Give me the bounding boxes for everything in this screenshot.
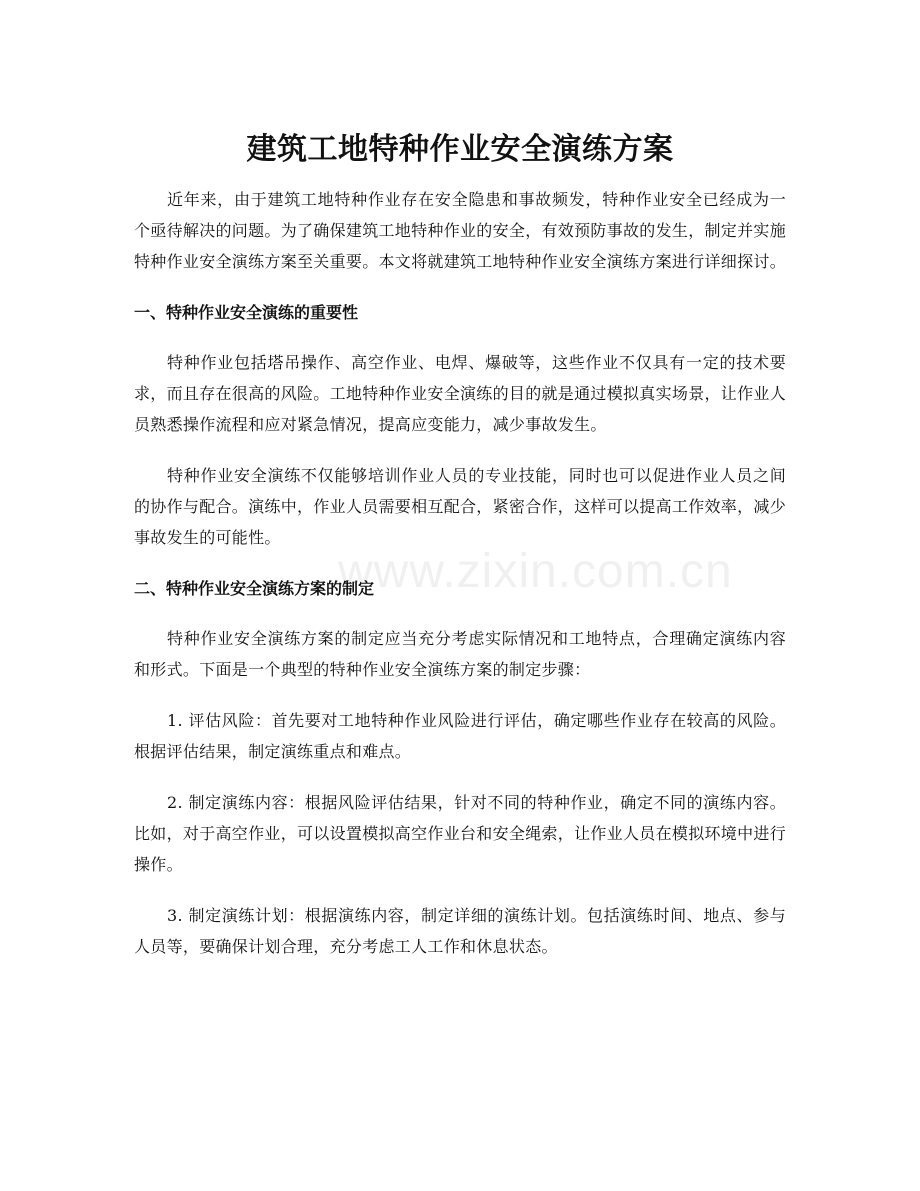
importance-paragraph-1: 特种作业包括塔吊操作、高空作业、电焊、爆破等，这些作业不仅具有一定的技术要求，而且存在很高的风险。工地特种作业安全演练的目的就是通过模拟真实场景，让作业人员熟悉操作流程和应对紧急情况，提高应变能力，减少事故发生。	[134, 353, 787, 434]
section-heading-planning: 二、特种作业安全演练方案的制定	[134, 579, 375, 598]
planning-step-3: 3. 制定演练计划：根据演练内容，制定详细的演练计划。包括演练时间、地点、参与人员等，要确保计划合理，充分考虑工人工作和休息状态。	[134, 906, 786, 956]
intro-paragraph: 近年来，由于建筑工地特种作业存在安全隐患和事故频发，特种作业安全已经成为一个亟待解决的问题。为了确保建筑工地特种作业的安全，有效预防事故的发生，制定并实施特种作业安全演练方案至关重要。本文将就建筑工地特种作业安全演练方案进行详细探讨。	[134, 190, 787, 271]
planning-paragraph: 特种作业安全演练方案的制定应当充分考虑实际情况和工地特点，合理确定演练内容和形式。下面是一个典型的特种作业安全演练方案的制定步骤：	[134, 629, 786, 679]
document-title: 建筑工地特种作业安全演练方案	[246, 132, 674, 168]
planning-step-2: 2. 制定演练内容：根据风险评估结果，针对不同的特种作业，确定不同的演练内容。比如，对于高空作业，可以设置模拟高空作业台和安全绳索，让作业人员在模拟环境中进行操作。	[134, 793, 787, 874]
watermark: www.zixin.com.cn	[338, 545, 733, 598]
importance-paragraph-2: 特种作业安全演练不仅能够培训作业人员的专业技能，同时也可以促进作业人员之间的协作与配合。演练中，作业人员需要相互配合，紧密合作，这样可以提高工作效率，减少事故发生的可能性。	[134, 466, 787, 547]
section-heading-importance: 一、特种作业安全演练的重要性	[134, 303, 359, 322]
document-body	[134, 184, 786, 982]
planning-step-1: 1. 评估风险：首先要对工地特种作业风险进行评估，确定哪些作业存在较高的风险。根据评估结果，制定演练重点和难点。	[134, 711, 786, 761]
